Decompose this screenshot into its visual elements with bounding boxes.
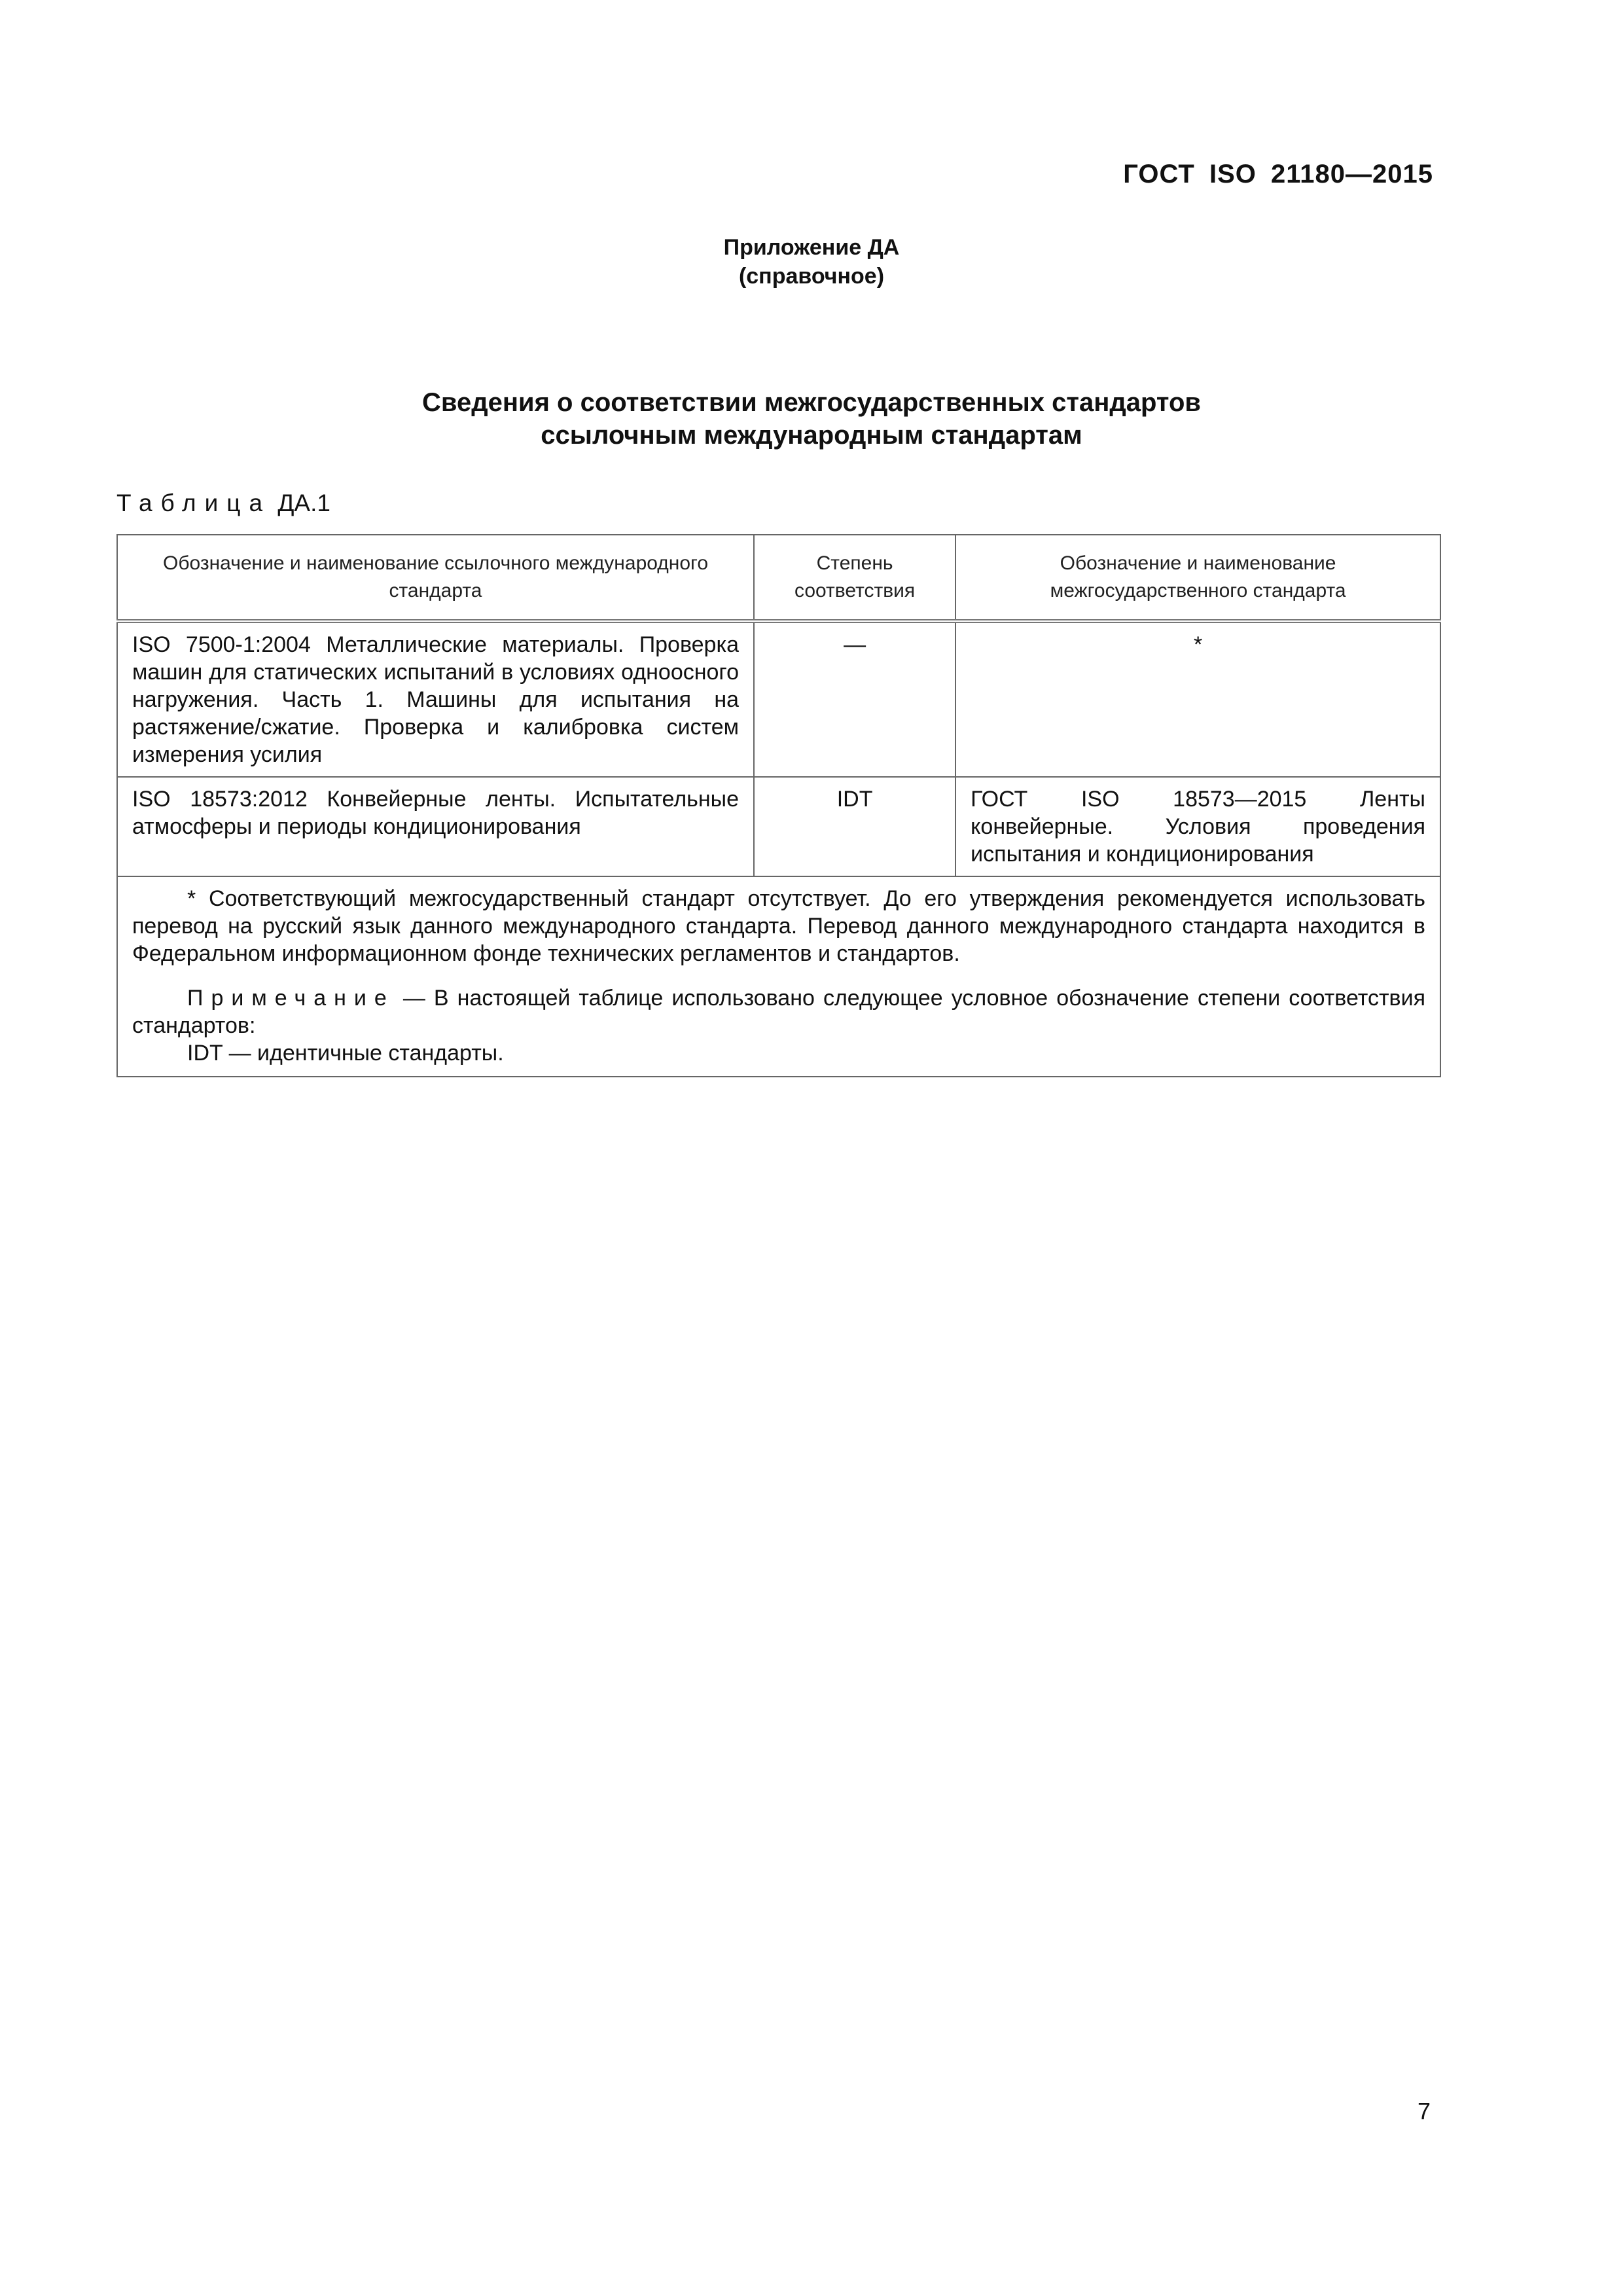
column-header-international: Обозначение и наименование ссылочного международного стандарта (117, 535, 754, 621)
standards-table (116, 534, 1441, 1077)
page-number: 7 (1417, 2098, 1431, 2125)
section-title-line-2: ссылочным международным стандартам (541, 421, 1082, 450)
section-title-line-1: Сведения о соответствии межгосударственных стандартов (422, 388, 1201, 417)
section-title (0, 386, 1623, 452)
cell-international-standard: ISO 18573:2012 Конвейерные ленты. Испытательные атмосферы и периоды кондиционирования (117, 777, 754, 876)
appendix-heading (0, 233, 1623, 291)
note-text: — В настоящей таблице использовано следующее условное обозначение степени соответствия стандартов: (132, 986, 1425, 1038)
cell-degree: IDT (754, 777, 955, 876)
cell-interstate-standard: * (955, 621, 1440, 777)
table-row (117, 621, 1440, 777)
note (132, 984, 1425, 1039)
appendix-subtitle: (справочное) (738, 264, 885, 289)
table-label-number: ДА.1 (277, 490, 330, 516)
cell-international-standard: ISO 7500-1:2004 Металлические материалы. Проверка машин для статических испытаний в условиях одноосного нагружения. Часть 1. Машины для испытания на растяжение/сжатие. Проверка и калибровка систем измерения усилия (117, 621, 754, 777)
footnote: * Соответствующий межгосударственный стандарт отсутствует. До его утверждения рекомендуется использовать перевод на русский язык данного международного стандарта. Перевод данного международного стандарта находится в Федеральном информационном фонде технических регламентов и стандартов. (132, 886, 1425, 966)
document-code: ГОСТ ISO 21180—2015 (1123, 160, 1433, 188)
table-footer (117, 876, 1440, 1077)
table-header-row (117, 535, 1440, 621)
cell-interstate-standard: ГОСТ ISO 18573—2015 Ленты конвейерные. Условия проведения испытания и кондиционирования (955, 777, 1440, 876)
note-item: IDT — идентичные стандарты. (187, 1041, 504, 1066)
appendix-title: Приложение ДА (723, 235, 900, 260)
column-header-degree: Степень соответствия (754, 535, 955, 621)
table-label-word: Таблица (116, 490, 272, 516)
column-header-interstate: Обозначение и наименование межгосударственного стандарта (955, 535, 1440, 621)
note-label: Примечание (187, 986, 395, 1011)
table-footer-row (117, 876, 1440, 1077)
table-label (116, 490, 330, 517)
cell-degree: — (754, 621, 955, 777)
table-row (117, 777, 1440, 876)
